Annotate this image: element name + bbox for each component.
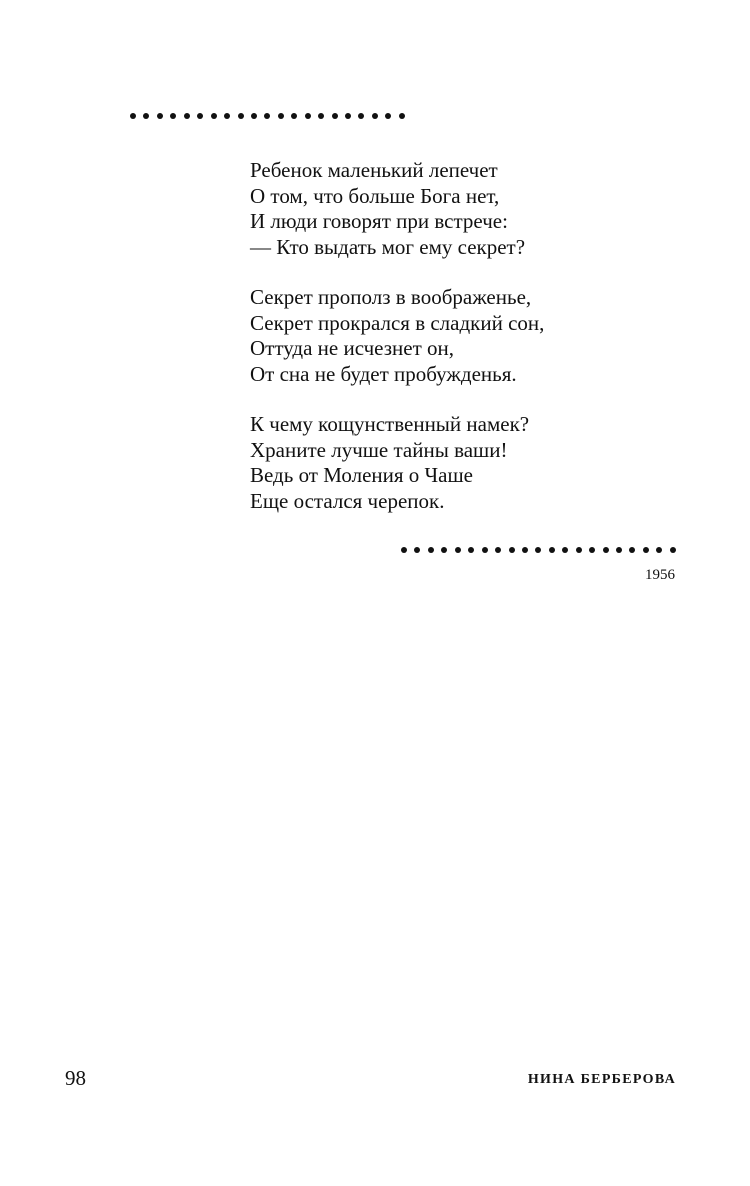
poem-line: Оттуда не исчезнет он, (250, 336, 455, 360)
poem-line: Ведь от Моления о Чаше (250, 463, 473, 487)
ornament-dot (385, 113, 391, 119)
ornament-dot (468, 547, 474, 553)
poem-line: Ребенок маленький лепечет (250, 158, 498, 182)
page-number: 98 (65, 1066, 86, 1090)
poem-year: 1956 (645, 567, 675, 583)
ornament-dot (157, 113, 163, 119)
ornament-dot (143, 113, 149, 119)
ornament-dot (643, 547, 649, 553)
poem-line: — Кто выдать мог ему секрет? (250, 234, 526, 259)
ornament-dot (629, 547, 635, 553)
ornament-dot (264, 113, 270, 119)
ornament-dot (251, 113, 257, 119)
running-head-author: НИНА БЕРБЕРОВА (527, 1072, 676, 1087)
ornament-dot (291, 113, 297, 119)
ornament-dot (184, 113, 190, 119)
ornament-bottom (401, 545, 676, 555)
poem (250, 158, 690, 539)
ornament-dot (197, 113, 203, 119)
stanza-2 (250, 285, 690, 387)
ornament-dot (522, 547, 528, 553)
ornament-dot (238, 113, 244, 119)
ornament-dot (345, 113, 351, 119)
poem-line: Еще остался черепок. (250, 488, 445, 513)
ornament-dot (441, 547, 447, 553)
ornament-top (130, 111, 405, 121)
ornament-dot (224, 113, 230, 119)
poem-line: От сна не будет пробужденья. (250, 361, 517, 386)
ornament-dot (318, 113, 324, 119)
ornament-dot (670, 547, 676, 553)
ornament-dot (576, 547, 582, 553)
stanza-3 (250, 412, 690, 514)
ornament-dot (211, 113, 217, 119)
ornament-dot (482, 547, 488, 553)
ornament-dot (589, 547, 595, 553)
ornament-dot (130, 113, 136, 119)
ornament-dot (305, 113, 311, 119)
ornament-dot (603, 547, 609, 553)
ornament-dot (656, 547, 662, 553)
ornament-dot (358, 113, 364, 119)
ornament-dot (535, 547, 541, 553)
ornament-dot (616, 547, 622, 553)
poem-line: Секрет прополз в воображенье, (250, 285, 532, 309)
ornament-dot (549, 547, 555, 553)
ornament-dot (455, 547, 461, 553)
ornament-dot (399, 113, 405, 119)
ornament-dot (278, 113, 284, 119)
poem-line: О том, что больше Бога нет, (250, 183, 500, 208)
ornament-dot (428, 547, 434, 553)
ornament-dot (170, 113, 176, 119)
poem-line: Храните лучше тайны ваши! (250, 437, 508, 462)
poem-line: Секрет прокрался в сладкий сон, (250, 310, 545, 335)
ornament-dot (414, 547, 420, 553)
ornament-dot (495, 547, 501, 553)
poem-line: К чему кощунственный намек? (250, 412, 530, 436)
stanza-1 (250, 158, 690, 260)
ornament-dot (562, 547, 568, 553)
ornament-dot (332, 113, 338, 119)
ornament-dot (401, 547, 407, 553)
poem-line: И люди говорят при встрече: (250, 209, 508, 233)
ornament-dot (372, 113, 378, 119)
ornament-dot (509, 547, 515, 553)
